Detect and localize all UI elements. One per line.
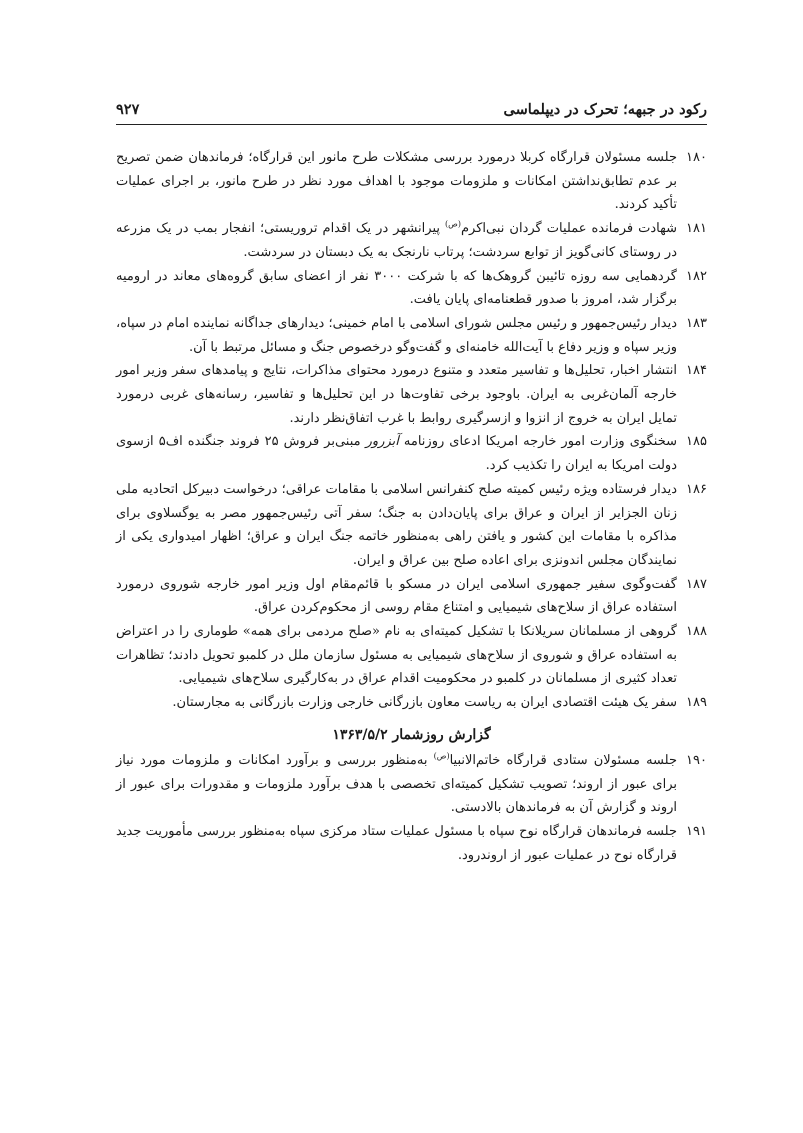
entry-number: ۱۸۳ [686,315,707,331]
page-number: ۹۲۷ [116,101,140,118]
newspaper-name: آبزرور [365,434,399,450]
entry-number: ۱۸۷ [686,576,707,592]
report-date-heading: گزارش روزشمار ۱۳۶۳/۵/۲ [332,726,491,743]
entry-text-part: پیرانشهر در یک اقدام تروریستی؛ انفجار بمب در یک مزرعه در روستای کانی‌گویز از توابع سردشت؛ پرتاب نارنجک به یک دبستان در سردشت. [116,221,677,260]
entry-text: جلسه فرماندهان قرارگاه نوح سپاه با مسئول عملیات ستاد مرکزی سپاه به‌منظور بررسی مأموریت جدید قرارگاه نوح در عملیات عبور از اروندرود. [116,823,677,863]
entry-text: گفت‌وگوی سفیر جمهوری اسلامی ایران در مسکو با قائم‌مقام اول وزیر امور خارجه شوروی درمورد استفاده عراق از سلاح‌های شیمیایی و امتناع مقام روسی از محکوم‌کردن عراق. [116,576,677,616]
entry-number: ۱۸۲ [686,268,707,284]
entry-text-part: شهادت فرمانده عملیات گردان نبی‌اکرم [460,221,677,237]
entry-number: ۱۸۹ [686,695,707,711]
running-title: رکود در جبهه؛ تحرک در دیپلماسی [503,101,707,118]
entry-text: دیدار رئیس‌جمهور و رئیس مجلس شورای اسلامی با امام خمینی؛ دیدارهای جداگانه نماینده امام در سپاه، وزیر سپاه و وزیر دفاع با آیت‌الله خامنه‌ای و گفت‌وگو درخصوص جنگ و مسائل مرتبط با آن. [116,315,677,355]
entry-text-part: مبنی‌بر فروش ۲۵ فروند جنگنده اف‌۵ ازسوی دولت امریکا به ایران را تکذیب کرد. [116,434,677,474]
honorific-superscript: (ص) [445,219,461,229]
running-header [116,94,707,118]
chronology-list [116,146,707,715]
chronology-entry [116,312,707,359]
entry-number: ۱۹۰ [686,752,707,768]
entry-text: گروهی از مسلمانان سریلانکا با تشکیل کمیته‌ای به نام «صلح مردمی برای همه» طوماری را در اعتراض به استفاده عراق و شوروی از سلاح‌های شیمیایی به مسئول سازمان ملل در کلمبو تحویل دادند؛ تظاهرات تعداد کثیری از مسلمانان در کلمبو در محکومیت اقدام عراق در به‌کارگیری سلاح‌های شیمیایی. [116,624,677,687]
chronology-entry [116,820,707,867]
entry-number: ۱۹۱ [686,823,707,839]
chronology-entry [116,265,707,312]
chronology-entry [116,691,707,715]
entry-text: دیدار فرستاده ویژه رئیس کمیته صلح کنفرانس اسلامی با مقامات عراقی؛ درخواست دبیرکل اتحادیه ملی زنان الجزایر از ایران و عراق برای پایان‌دادن به جنگ؛ سفر آتی رئیس‌جمهور مصر به یوگسلاوی برای مذاکره با مقامات این کشور و یافتن راهی به‌منظور خاتمه جنگ ایران و عراق؛ اظهار امیدواری یکی از نمایندگان مجلس اندونزی برای اعاده صلح بین عراق و ایران. [116,481,677,568]
header-rule [116,124,707,125]
entry-text: جلسه مسئولان قرارگاه کربلا درمورد بررسی مشکلات طرح مانور این قرارگاه؛ فرماندهان ضمن تصریح بر عدم تطابق‌نداشتن امکانات و ملزومات موجود با اهداف مورد نظر در طرح مانور، بر اجرای عملیات تأکید کردند. [116,150,677,213]
chronology-entry [116,620,707,691]
chronology-list [116,749,707,868]
chronology-entry [116,478,707,573]
entry-number: ۱۸۰ [686,150,707,165]
chronology-entry [116,217,707,264]
entry-number: ۱۸۵ [686,434,707,450]
chronology-entry [116,430,707,477]
chronology-entry [116,573,707,620]
entry-number: ۱۸۸ [686,624,707,640]
page-body [116,146,707,867]
entry-text: گردهمایی سه روزه تائیبن گروهک‌ها که با شرکت ۳۰۰۰ نفر از اعضای سابق گروه‌های معاند در ارومیه برگزار شد، امروز با صدور قطعنامه‌ای پایان یافت. [116,268,677,308]
entry-text [116,221,677,260]
honorific-superscript: (ص) [433,751,450,761]
chronology-entry [116,146,707,217]
entry-number: ۱۸۴ [686,363,707,379]
chronology-entry [116,749,707,820]
entry-text-part: به‌منظور بررسی و برآورد امکانات و ملزومات مورد نیاز برای عبور از اروند؛ تصویب تشکیل کمیته‌ای تخصصی با هدف برآورد ملزومات و مقدورات برای عبور از اروند و گزارش آن به فرماندهان بالادستی. [116,752,677,816]
entry-text-part: جلسه مسئولان ستادی قرارگاه خاتم‌الانبیا [449,752,677,768]
entry-text: انتشار اخبار، تحلیل‌ها و تفاسیر متعدد و متنوع درمورد محتوای مذاکرات، نتایج و پیامدهای سفر وزیر امور خارجه آلمان‌غربی به ایران. باوجود برخی تفاوت‌ها در این تحلیل‌ها و تفاسیر، رسانه‌های غربی درمورد تمایل ایران به خروج از انزوا و ازسرگیری روابط با غرب اتفاق‌نظر دارند. [116,363,677,426]
entry-text: سفر یک هیئت اقتصادی ایران به ریاست معاون بازرگانی خارجی وزارت بازرگانی به مجارستان. [172,695,677,711]
entry-text [116,753,677,815]
entry-text-part: سخنگوی وزارت امور خارجه امریکا ادعای روزنامه [398,434,677,450]
chronology-entry [116,359,707,430]
entry-number: ۱۸۶ [686,481,707,497]
entry-number: ۱۸۱ [686,221,707,237]
entry-text [116,434,677,473]
